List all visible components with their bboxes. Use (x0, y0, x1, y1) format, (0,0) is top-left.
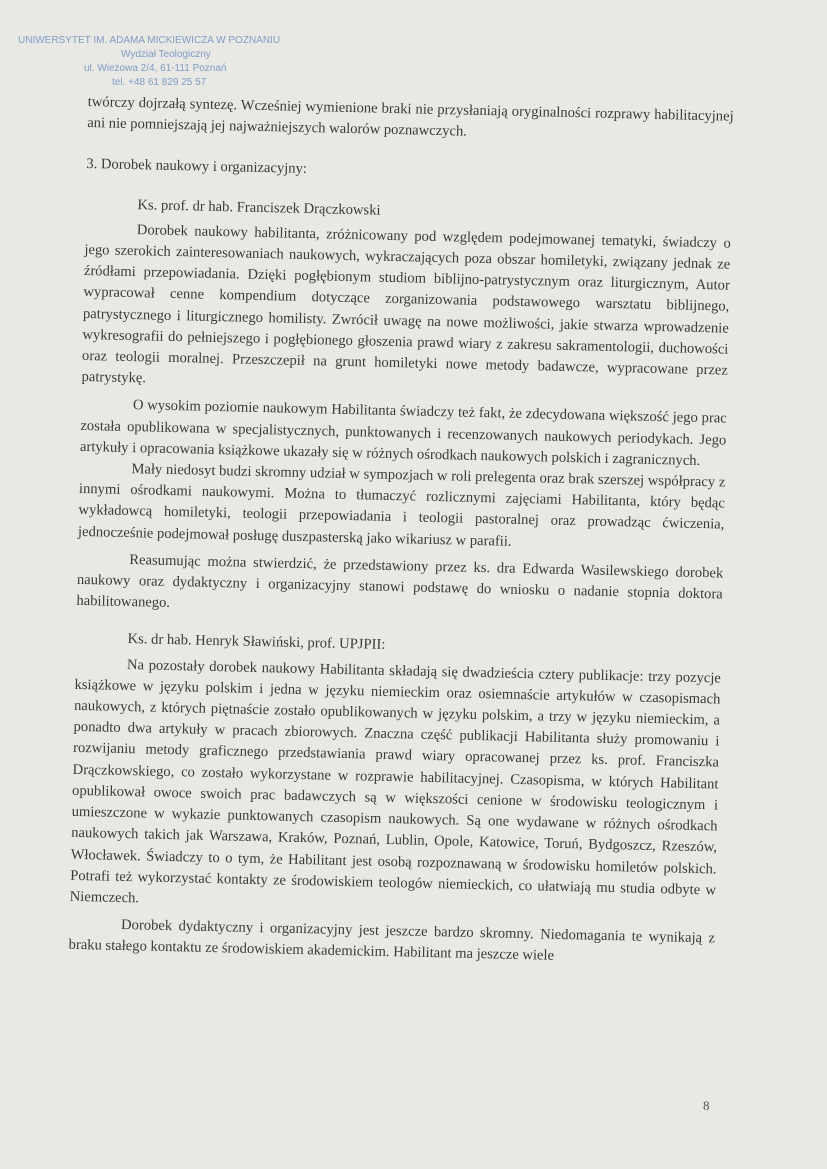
stamp-faculty: Wydział Teologiczny (121, 49, 211, 60)
reviewer2-name: Ks. dr hab. Henryk Sławiński, prof. UPJPII: (127, 631, 386, 654)
university-stamp (18, 34, 280, 90)
reviewer1-paragraph-3: Mały niedosyt budzi skromny udział w sympozjach w roli prelegenta oraz brak szerszej współpracy z innymi ośrodkami naukowymi. Można to tłumaczyć rozlicznymi zajęciami Habilitanta, który będąc wykładowcą homiletyki, teologii przepowiadania i teologii pastoralnej oraz prowadząc ćwiczenia, jednocześnie podejmował posługę duszpasterską jako wikariusz w parafii. (77, 461, 726, 550)
reviewer1-name: Ks. prof. dr hab. Franciszek Drączkowski (137, 196, 381, 219)
document-body (68, 92, 733, 971)
stamp-university: UNIWERSYTET IM. ADAMA MICKIEWICZA W POZNANIU (18, 35, 281, 46)
reviewer2-paragraph-1: Na pozostały dorobek naukowy Habilitanta składają się dwadzieścia cztery publikacje: trzy pozycje książkowe w języku polskim i jedna w języku niemieckim oraz osiemnaście artykułów w czasopismach naukowych, z których piętnaście zostało opublikowanych w języku polskim, a trzy w języku niemieckim, a ponadto dwa artykuły w pracach zbiorowych. Znaczna część publikacji Habilitanta służy promowaniu i rozwijaniu metody graficznego przedstawiania prawd wiary opracowanej przez ks. prof. Franciszka Drączkowskiego, co zostało wykorzystane w rozprawie habilitacyjnej. Czasopisma, w których Habilitant opublikował owoce swoich prac badawczych są w większości cenione w środowisku teologicznym i umieszczone w wykazie punktowanych czasopism naukowych. Są one wydawane w różnych ośrodkach naukowych takich jak Warszawa, Kraków, Poznań, Lublin, Opole, Katowice, Toruń, Bydgoszcz, Rzeszów, Włocławek. Świadczy to o tym, że Habilitant jest osobą rozpoznawaną w środowisku homiletów polskich. Potrafi też wykorzystać kontakty ze środowiskiem teologów niemieckich, co ułatwiają mu studia odbyte w Niemczech. (69, 656, 722, 907)
section-heading: 3. Dorobek naukowy i organizacyjny: (86, 156, 308, 178)
intro-paragraph: twórczy dojrzałą syntezę. Wcześniej wymienione braki nie przysłaniają oryginalności rozprawy habilitacyjnej ani nie pomniejszają jej najważniejszych walorów poznawczych. (87, 93, 734, 140)
stamp-address: ul. Wieżowa 2/4, 61-111 Poznań (84, 63, 227, 74)
reviewer1-paragraph-2: O wysokim poziomie naukowym Habilitanta świadczy też fakt, że zdecydowana większość jego prac została opublikowana w specjalistycznych, punktowanych i recenzowanych naukowych periodykach. Jego artykuły i opracowania książkowe ukazały się w różnych ośrodkach naukowych polskich i zagranicznych. (79, 397, 727, 469)
reviewer1-paragraph-4: Reasumując można stwierdzić, że przedstawiony przez ks. dra Edwarda Wasilewskiego dorobek naukowy oraz dydaktyczny i organizacyjny stanowi podstawę do wniosku o nadanie stopnia doktora habilitowanego. (76, 551, 724, 612)
reviewer1-paragraph-1: Dorobek naukowy habilitanta, zróżnicowany pod względem podejmowanej tematyki, świadczy o jego szerokich zainteresowaniach naukowych, wykraczających poza obszar homiletyki, związany jednak ze źródłami przepowiadania. Dzięki pogłębionym studiom biblijno-patrystycznym oraz liturgicznym, Autor wypracował cenne kompendium dotyczące zorganizowania podstawowego warsztatu biblijnego, patrystycznego i liturgicznego homilisty. Zwrócił uwagę na nowe możliwości, jakie stwarza wprowadzenie wykresografii do pełniejszego i pogłębionego głoszenia prawd wiary z zakresu sakramentologii, duchowości oraz teologii moralnej. Przeszczepił na grunt homiletyki nowe metody badawcze, wypracowane przez patrystykę. (81, 221, 731, 387)
reviewer2-paragraph-2: Dorobek dydaktyczny i organizacyjny jest jeszcze bardzo skromny. Niedomagania te wynikają z braku stałego kontaktu ze środowiskiem akademickim. Habilitant ma jeszcze wiele (68, 917, 716, 965)
page-number: 8 (703, 1098, 710, 1113)
stamp-phone: tel. +48 61 829 25 57 (112, 77, 207, 88)
